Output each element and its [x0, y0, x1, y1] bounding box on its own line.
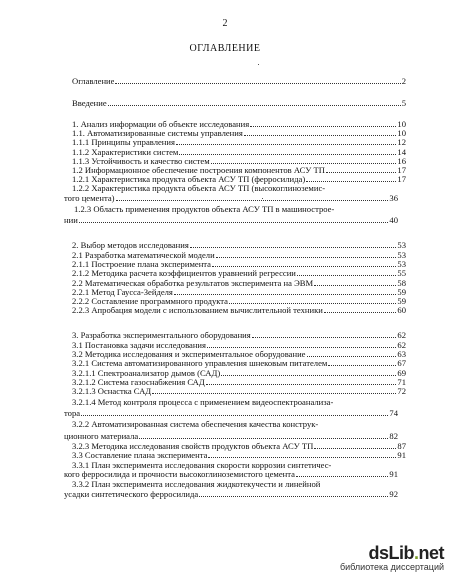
toc-entry — [64, 215, 398, 225]
toc-entry-title: 3.2.1.4 Метод контроля процесса с применением видеоспектроанализа- — [72, 397, 334, 407]
toc-leader-dots — [116, 200, 389, 201]
toc-entry-title: кого ферросилида и прочности высокоглиноземистого цемента — [64, 469, 295, 479]
toc-entry-title: 1.2.3 Область применения продуктов объекта АСУ ТП в машинострое- — [74, 204, 335, 214]
toc-entry-title: 3.2 Методика исследования и экспериментальное оборудование — [72, 349, 306, 359]
toc-entry — [72, 137, 406, 147]
toc-entry-page: 59 — [397, 287, 406, 297]
toc-entry-page: 91 — [397, 450, 406, 460]
toc-entry — [74, 204, 408, 214]
toc-leader-dots — [108, 105, 401, 106]
toc-entry-page: 5 — [401, 98, 406, 108]
toc-leader-dots — [211, 163, 397, 164]
toc-entry-page: 53 — [397, 250, 406, 260]
toc-entry-page: 60 — [397, 305, 406, 315]
toc-entry-page: 53 — [397, 259, 406, 269]
toc-leader-dots — [207, 347, 396, 348]
toc-entry-title: 3.2.1.1 Спектроанализатор дымов (САД) — [72, 368, 221, 378]
toc-entry-page: 14 — [397, 147, 406, 157]
watermark-logo: dsLib.net — [368, 543, 444, 563]
watermark — [340, 543, 444, 572]
toc-entry-page: 91 — [389, 469, 398, 479]
toc-entry-title: 1.2.1 Характеристика продукта объекта АСУ ТП (ферросилида) — [72, 174, 306, 184]
toc-entry — [72, 98, 406, 108]
toc-entry-page: 62 — [397, 330, 406, 340]
toc-entry — [72, 76, 406, 86]
toc-leader-dots — [296, 476, 388, 477]
toc-entry-title: 3.2.2 Автоматизированная система обеспечения качества конструк- — [72, 419, 319, 429]
toc-entry — [72, 240, 406, 250]
toc-entry-page: 16 — [397, 156, 406, 166]
toc-entry-title: 2.1.2 Методика расчета коэффициентов уравнений регрессии — [72, 268, 296, 278]
scan-speck — [262, 198, 263, 199]
toc-entry-title: 1. Анализ информации об объекте исследования — [72, 119, 250, 129]
toc-entry-title: 2.2.1 Метод Гаусса-Зейделя — [72, 287, 173, 297]
toc-entry-title: 2. Выбор методов исследования — [72, 240, 189, 250]
toc-entry-page: 12 — [397, 137, 406, 147]
toc-entry-page: 55 — [397, 268, 406, 278]
toc-entry-title: 2.2 Математическая обработка результатов эксперимента на ЭВМ — [72, 278, 314, 288]
watermark-subtitle: библиотека диссертаций — [339, 562, 444, 572]
toc-entry — [72, 397, 406, 407]
toc-entry — [72, 305, 406, 315]
toc-leader-dots — [307, 356, 397, 357]
toc-entry-title: 3.2.3 Методика исследования свойств продуктов объекта АСУ ТП — [72, 441, 314, 451]
toc-leader-dots — [176, 144, 396, 145]
toc-leader-dots — [328, 365, 396, 366]
toc-entry — [72, 358, 406, 368]
toc-entry-title: нии — [64, 215, 78, 225]
toc-entry-page: 74 — [389, 408, 398, 418]
toc-leader-dots — [314, 448, 396, 449]
toc-entry-page: 92 — [389, 489, 398, 499]
toc-entry-title: усадки синтетического ферросилида — [64, 489, 199, 499]
toc-entry-title: 1.2 Информационное обеспечение построения компонентов АСУ ТП — [72, 165, 325, 175]
toc-entry-title: ционного материала — [64, 431, 139, 441]
toc-entry-page: 10 — [397, 128, 406, 138]
toc-entry-page: 10 — [397, 119, 406, 129]
toc-leader-dots — [306, 181, 396, 182]
toc-entry — [64, 431, 398, 441]
toc-entry-title: 2.2.2 Составление программного продукта — [72, 296, 228, 306]
toc-entry-page: 62 — [397, 340, 406, 350]
toc-leader-dots — [212, 266, 396, 267]
toc-entry-title: 3.3.1 План эксперимента исследования скорости коррозии синтетичес- — [72, 460, 332, 470]
toc-entry-title: 3.1 Постановка задачи исследования — [72, 340, 206, 350]
toc-entry-page: 82 — [389, 431, 398, 441]
toc-leader-dots — [199, 496, 388, 497]
toc-entry-title: 1.2.2 Характеристика продукта объекта АСУ ТП (высокоглиноземис- — [72, 183, 326, 193]
toc-entry-page: 36 — [389, 193, 398, 203]
toc-entry-title: 3.3 Составление плана эксперимента — [72, 450, 208, 460]
toc-entry-page: 2 — [401, 76, 406, 86]
toc-entry-title: тора — [64, 408, 81, 418]
toc-leader-dots — [208, 457, 396, 458]
toc-entry-title: 1.1. Автоматизированные системы управления — [72, 128, 243, 138]
toc-entry — [64, 469, 398, 479]
toc-entry — [72, 183, 406, 193]
toc-leader-dots — [179, 154, 396, 155]
toc-leader-dots — [221, 375, 396, 376]
toc-entry — [72, 479, 406, 489]
scan-speck — [258, 64, 259, 65]
toc-heading: ОГЛАВЛЕНИЕ — [189, 43, 261, 54]
toc-entry-title: 2.2.3 Апробация модели с использованием вычислительной техники — [72, 305, 323, 315]
toc-leader-dots — [206, 384, 397, 385]
toc-leader-dots — [216, 257, 397, 258]
toc-entry-page: 17 — [397, 165, 406, 175]
toc-entry-title: того цемента) — [64, 193, 115, 203]
toc-leader-dots — [152, 393, 396, 394]
toc-entry-title: 3.2.1.3 Оснастка САД — [72, 386, 152, 396]
page-number: 2 — [222, 18, 228, 29]
toc-entry — [72, 268, 406, 278]
toc-entry-page: 69 — [397, 368, 406, 378]
toc-leader-dots — [252, 337, 397, 338]
toc-entry-title: 2.1.1 Построение плана эксперимента — [72, 259, 211, 269]
toc-entry — [64, 489, 398, 499]
toc-leader-dots — [139, 438, 388, 439]
toc-leader-dots — [79, 222, 389, 223]
toc-entry-title: Введение — [72, 98, 107, 108]
toc-leader-dots — [190, 247, 397, 248]
toc-entry-title: 2.1 Разработка математической модели — [72, 250, 215, 260]
toc-entry — [72, 330, 406, 340]
toc-entry-title: 3.3.2 План эксперимента исследования жидкотекучести и линейной — [72, 479, 321, 489]
toc-entry-page: 53 — [397, 240, 406, 250]
toc-leader-dots — [174, 294, 397, 295]
toc-entry — [64, 193, 398, 203]
toc-entry-title: 1.1.2 Характеристики систем — [72, 147, 179, 157]
toc-leader-dots — [115, 83, 400, 84]
toc-entry-page: 58 — [397, 278, 406, 288]
toc-entry-page: 87 — [397, 441, 406, 451]
toc-leader-dots — [324, 312, 397, 313]
toc-leader-dots — [297, 275, 397, 276]
toc-leader-dots — [244, 135, 397, 136]
toc-entry — [72, 386, 406, 396]
toc-entry-page: 71 — [397, 377, 406, 387]
toc-leader-dots — [326, 172, 396, 173]
toc-leader-dots — [229, 303, 396, 304]
toc-leader-dots — [81, 415, 388, 416]
toc-leader-dots — [250, 126, 396, 127]
toc-entry-page: 67 — [397, 358, 406, 368]
toc-entry-title: 1.1.1 Принципы управления — [72, 137, 175, 147]
toc-entry — [64, 408, 398, 418]
toc-entry-title: 3.2.1.2 Система газоснабжения САД — [72, 377, 205, 387]
toc-entry — [72, 419, 406, 429]
toc-entry-page: 63 — [397, 349, 406, 359]
toc-entry-page: 59 — [397, 296, 406, 306]
toc-entry-title: 3.2.1 Система автоматизированного управления шнековым питателем — [72, 358, 328, 368]
toc-entry-title: Оглавление — [72, 76, 115, 86]
toc-entry-page: 72 — [397, 386, 406, 396]
toc-entry — [72, 450, 406, 460]
toc-entry-page: 40 — [389, 215, 398, 225]
toc-entry-title: 1.1.3 Устойчивость и качество систем — [72, 156, 210, 166]
toc-leader-dots — [314, 285, 396, 286]
toc-entry-page: 17 — [397, 174, 406, 184]
toc-entry-title: 3. Разработка экспериментального оборудования — [72, 330, 251, 340]
